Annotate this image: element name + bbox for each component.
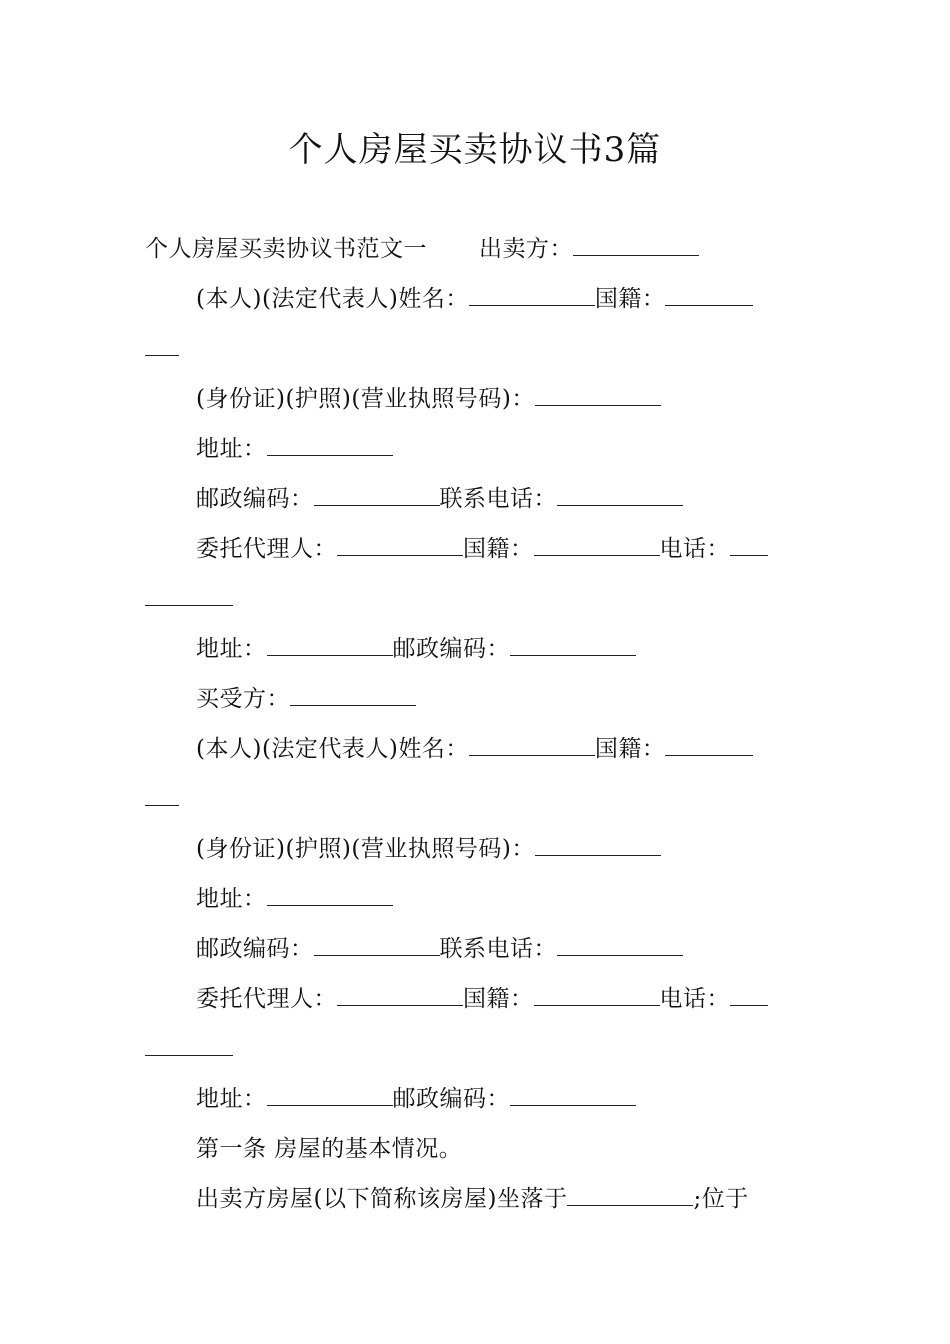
seller-address-blank[interactable] — [267, 435, 393, 456]
seller-agent-postcode-blank[interactable] — [510, 635, 636, 656]
seller-postcode-blank[interactable] — [314, 485, 440, 506]
seller-agent-label: 委托代理人： — [196, 536, 337, 562]
buyer-id-label: (身份证)(护照)(营业执照号码)： — [196, 836, 535, 862]
buyer-postcode-label: 邮政编码： — [196, 936, 314, 962]
seller-id-label: (身份证)(护照)(营业执照号码)： — [196, 386, 535, 412]
buyer-address-blank[interactable] — [267, 885, 393, 906]
seller-phone-label: 联系电话： — [439, 486, 557, 512]
buyer-agent-nationality-label: 国籍： — [463, 986, 534, 1012]
buyer-agent-nationality-blank[interactable] — [534, 985, 660, 1006]
buyer-agent-address-label: 地址： — [196, 1086, 267, 1112]
seller-phone-blank[interactable] — [557, 485, 683, 506]
seller-agent-address-blank[interactable] — [267, 635, 393, 656]
buyer-postcode-line — [196, 934, 683, 964]
seller-postcode-line — [196, 484, 683, 514]
buyer-address-line — [196, 884, 393, 914]
seller-agent-phone-label: 电话： — [659, 536, 730, 562]
buyer-name-line — [196, 734, 753, 764]
seller-label: 出卖方： — [479, 236, 573, 262]
buyer-nationality-label: 国籍： — [594, 736, 666, 762]
buyer-agent-address-blank[interactable] — [267, 1085, 393, 1106]
buyer-id-blank[interactable] — [535, 835, 661, 856]
seller-agent-postcode-label: 邮政编码： — [392, 636, 510, 662]
seller-nationality-blank[interactable] — [665, 285, 753, 306]
buyer-agent-phone-blank[interactable] — [730, 985, 768, 1006]
buyer-phone-label: 联系电话： — [439, 936, 557, 962]
seller-name-label: (本人)(法定代表人)姓名： — [196, 286, 469, 312]
buyer-agent-phone-label: 电话： — [659, 986, 730, 1012]
buyer-agent-phone-blank-wrap[interactable] — [145, 1035, 233, 1056]
property-location-blank[interactable] — [567, 1185, 693, 1206]
buyer-blank[interactable] — [290, 685, 416, 706]
buyer-postcode-blank[interactable] — [314, 935, 440, 956]
seller-agent-address-line — [196, 634, 636, 664]
buyer-nationality-blank-wrap[interactable] — [145, 785, 179, 806]
buyer-name-blank[interactable] — [469, 735, 595, 756]
subtitle-text: 个人房屋买卖协议书范文一 — [145, 236, 427, 262]
buyer-agent-label: 委托代理人： — [196, 986, 337, 1012]
buyer-line — [196, 684, 416, 714]
property-location-suffix: ;位于 — [693, 1186, 749, 1212]
seller-postcode-label: 邮政编码： — [196, 486, 314, 512]
buyer-agent-blank[interactable] — [337, 985, 463, 1006]
seller-id-blank[interactable] — [535, 385, 661, 406]
seller-agent-phone-blank-wrap[interactable] — [145, 585, 233, 606]
document-title: 个人房屋买卖协议书3篇 — [288, 130, 662, 170]
buyer-name-line-wrap — [145, 784, 179, 814]
buyer-phone-blank[interactable] — [557, 935, 683, 956]
property-location-line — [196, 1184, 749, 1214]
seller-address-label: 地址： — [196, 436, 267, 462]
article-one-text: 第一条 房屋的基本情况。 — [196, 1136, 463, 1162]
buyer-id-line — [196, 834, 661, 864]
buyer-agent-line — [196, 984, 768, 1014]
buyer-name-label: (本人)(法定代表人)姓名： — [196, 736, 469, 762]
seller-agent-line-wrap — [145, 584, 233, 614]
intro-line — [145, 234, 699, 264]
seller-nationality-label: 国籍： — [594, 286, 666, 312]
seller-agent-address-label: 地址： — [196, 636, 267, 662]
seller-agent-nationality-blank[interactable] — [534, 535, 660, 556]
seller-name-line — [196, 284, 753, 314]
seller-blank[interactable] — [573, 235, 699, 256]
seller-name-blank[interactable] — [469, 285, 595, 306]
article-one-heading — [196, 1134, 462, 1164]
property-location-text: 出卖方房屋(以下简称该房屋)坐落于 — [196, 1186, 568, 1212]
buyer-address-label: 地址： — [196, 886, 267, 912]
buyer-label: 买受方： — [196, 686, 290, 712]
seller-agent-phone-blank[interactable] — [730, 535, 768, 556]
buyer-agent-postcode-label: 邮政编码： — [392, 1086, 510, 1112]
buyer-nationality-blank[interactable] — [665, 735, 753, 756]
buyer-agent-address-line — [196, 1084, 636, 1114]
seller-agent-blank[interactable] — [337, 535, 463, 556]
buyer-agent-postcode-blank[interactable] — [510, 1085, 636, 1106]
seller-agent-line — [196, 534, 768, 564]
seller-address-line — [196, 434, 393, 464]
seller-agent-nationality-label: 国籍： — [463, 536, 534, 562]
buyer-agent-line-wrap — [145, 1034, 233, 1064]
seller-id-line — [196, 384, 661, 414]
seller-nationality-blank-wrap[interactable] — [145, 335, 179, 356]
seller-name-line-wrap — [145, 334, 179, 364]
